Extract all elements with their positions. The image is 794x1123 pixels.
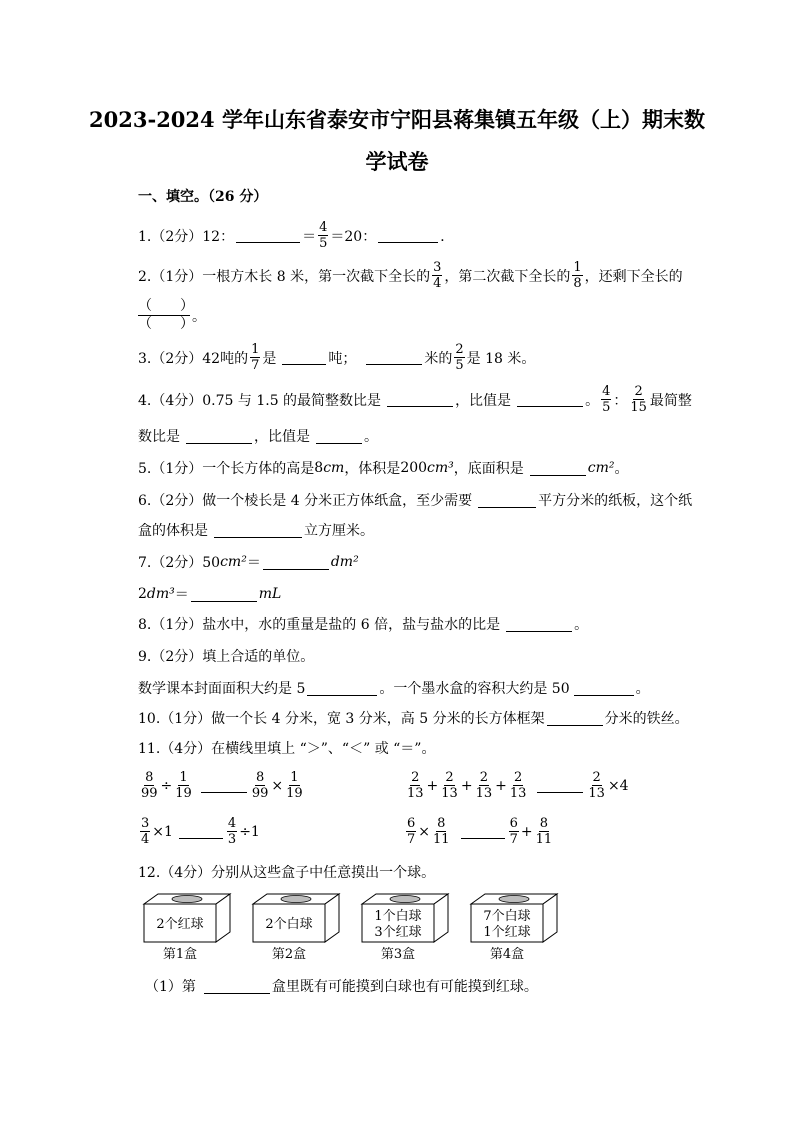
question-4-line2: 数比是 ，比值是 。: [138, 429, 378, 445]
box-label: 第4盒: [489, 947, 525, 962]
question-7: 7.（2分）50 cm² ＝ dm²: [138, 554, 359, 571]
answer-blank[interactable]: [201, 778, 247, 793]
answer-blank[interactable]: [366, 350, 422, 365]
answer-blank[interactable]: [537, 778, 583, 793]
answer-blank[interactable]: [191, 587, 257, 602]
ball-box-3: [362, 894, 448, 962]
question-6: 6.（2分）做一个棱长是 4 分米正方体纸盒，至少需要 平方分米的纸板，这个纸: [138, 493, 693, 509]
answer-blank[interactable]: [186, 429, 252, 444]
fraction: $\frac{4}{5}$: [602, 384, 611, 415]
question-12-sub1: （1）第 盒里既有可能摸到白球也有可能摸到红球。: [145, 979, 538, 995]
question-12: 12.（4分）分别从这些盒子中任意摸出一个球。: [138, 865, 436, 881]
question-1: 1.（2分）12： ＝ $\frac{4}{5}$ ＝20： ．: [138, 220, 455, 251]
compare-row-2-left: $\frac{3}{4}$ ×1 $\frac{4}{3}$ ÷1: [141, 816, 260, 847]
answer-blank[interactable]: [378, 228, 438, 243]
box-content: 3个红球: [374, 925, 422, 940]
box-label: 第1盒: [162, 947, 198, 962]
box-label: 第3盒: [380, 947, 416, 962]
answer-blank[interactable]: [282, 350, 326, 365]
ball-box-4: [471, 894, 557, 962]
compare-row-2-right: $\frac{6}{7}$ × $\frac{8}{11}$ $\frac{6}{7}$ + $\frac{8}{11}$: [407, 816, 553, 847]
box-label: 第2盒: [271, 947, 307, 962]
question-3: 3.（2分）42吨的 $\frac{1}{7}$ 是 吨； 米的 $\frac{2}{5}$ 是 18 米。: [138, 342, 536, 373]
ball-box-1: [144, 894, 230, 962]
question-2: 2.（1分）一根方木长 8 米，第一次截下全长的 $\frac{3}{4}$ ，第二次截下全长的 $\frac{1}{8}$ ，还剩下全长的: [138, 260, 683, 291]
answer-blank[interactable]: [316, 429, 362, 444]
answer-blank[interactable]: [547, 711, 603, 726]
compare-row-1-left: $\frac{8}{99}$ ÷ $\frac{1}{19}$ $\frac{8}{99}$ × $\frac{1}{19}$: [141, 770, 303, 801]
answer-blank[interactable]: [236, 228, 300, 243]
fraction: $\frac{1}{8}$: [573, 260, 582, 291]
box-content: 1个白球: [374, 909, 422, 924]
box-content: 2个红球: [156, 917, 204, 932]
answer-blank[interactable]: [387, 392, 453, 407]
question-8: 8.（1分）盐水中，水的重量是盐的 6 倍，盐与盐水的比是 。: [138, 617, 589, 633]
page-title: 2023-2024 学年山东省泰安市宁阳县蒋集镇五年级（上）期末数: [89, 107, 705, 132]
q2-end: 。: [192, 309, 206, 325]
question-4: 4.（4分）0.75 与 1.5 的最简整数比是 ，比值是 。 $\frac{4}{5}$ ： $\frac{2}{15}$ 最简整: [138, 384, 692, 415]
answer-blank[interactable]: [517, 392, 583, 407]
answer-blank[interactable]: [204, 979, 270, 994]
compare-row-1-right: $\frac{2}{13}$ + $\frac{2}{13}$ + $\frac{2}{13}$ + $\frac{2}{13}$ $\frac{2}{13}$ × 4: [407, 770, 629, 801]
question-5: 5.（1分）一个长方体的高是 8 cm ，体积是 200 cm³ ，底面积是 cm² 。: [138, 460, 629, 477]
question-10: 10.（1分）做一个长 4 分米，宽 3 分米，高 5 分米的长方体框架 分米的铁丝。: [138, 711, 689, 727]
answer-fraction[interactable]: （ ） （ ）: [138, 298, 194, 332]
fraction: $\frac{2}{15}$: [630, 384, 647, 415]
ball-boxes-figure: [138, 886, 578, 966]
box-content: 2个白球: [265, 917, 313, 932]
box-content: 1个红球: [483, 925, 531, 940]
page-title-line2: 学试卷: [365, 149, 429, 174]
question-11: 11.（4分）在横线里填上 “＞”、“＜” 或 “＝”。: [138, 741, 436, 757]
answer-blank[interactable]: [214, 523, 302, 538]
question-9: 9.（2分）填上合适的单位。: [138, 649, 315, 665]
fraction: $\frac{2}{5}$: [455, 342, 464, 373]
answer-blank[interactable]: [506, 617, 572, 632]
question-9-line2: 数学课本封面面积大约是 5 。一个墨水盒的容积大约是 50 。: [138, 681, 650, 697]
answer-blank[interactable]: [530, 461, 586, 476]
fraction: $\frac{4}{5}$: [319, 220, 328, 251]
box-content: 7个白球: [483, 909, 531, 924]
answer-blank[interactable]: [307, 681, 377, 696]
answer-blank[interactable]: [461, 824, 505, 839]
answer-blank[interactable]: [263, 555, 329, 570]
answer-blank[interactable]: [179, 824, 223, 839]
fraction: $\frac{1}{7}$: [251, 342, 260, 373]
section-heading: 一、填空。（26 分）: [138, 189, 268, 205]
question-6-line2: 盒的体积是 立方厘米。: [138, 523, 374, 539]
question-7-line2: 2 dm³ ＝ mL: [138, 586, 282, 603]
ball-box-2: [253, 894, 339, 962]
fraction: $\frac{3}{4}$: [433, 260, 442, 291]
answer-blank[interactable]: [574, 681, 634, 696]
answer-blank[interactable]: [478, 493, 536, 508]
